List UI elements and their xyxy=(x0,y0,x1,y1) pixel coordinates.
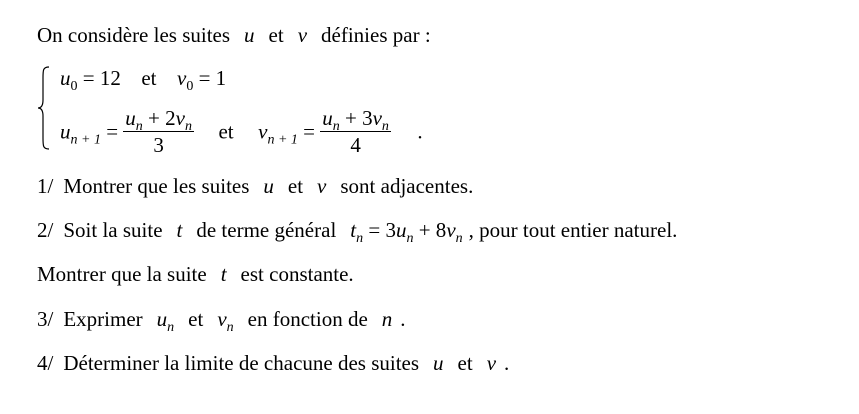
q4-text-1: Déterminer la limite de chacune des suites xyxy=(63,351,420,375)
q4-number: 4/ xyxy=(37,351,54,375)
q1-text-1: Montrer que les suites xyxy=(63,174,250,198)
vn1-symbol: v xyxy=(258,119,268,144)
q2b-text-1: Montrer que la suite xyxy=(37,262,207,286)
intro-text-1: On considère les suites xyxy=(37,23,231,47)
q4-period: . xyxy=(504,351,510,375)
left-brace-icon xyxy=(37,66,51,150)
q3-text-1: Exprimer xyxy=(63,307,143,331)
q3-et: et xyxy=(188,307,204,331)
q3-number: 3/ xyxy=(37,307,54,331)
v0-value: = 1 xyxy=(198,66,227,90)
q1-text-2: sont adjacentes. xyxy=(340,174,474,198)
q3-n: n xyxy=(381,307,393,331)
v-fraction-denominator: 4 xyxy=(350,133,361,157)
q2-t: t xyxy=(176,218,183,242)
q3-text-2: en fonction de xyxy=(247,307,368,331)
question-1 xyxy=(37,173,473,199)
q3-period: . xyxy=(400,307,406,331)
q1-et: et xyxy=(287,174,304,198)
recurrence-system xyxy=(37,62,517,157)
u0-value: = 12 xyxy=(82,66,121,90)
v0-symbol: v xyxy=(177,66,187,90)
u-recurrence-fraction xyxy=(123,106,194,157)
q3-un: $u_n$ xyxy=(156,307,175,335)
recurrence-row xyxy=(60,108,423,159)
question-2 xyxy=(37,217,678,246)
row1-et: et xyxy=(141,66,157,90)
q4-et: et xyxy=(457,351,473,375)
vn1-equals: = xyxy=(303,119,315,144)
un1-symbol: u xyxy=(60,119,71,144)
u-fraction-numerator: $u_n + 2v_n$ xyxy=(125,106,192,134)
row2-et: et xyxy=(218,119,234,144)
q1-v: v xyxy=(317,174,327,198)
v0-subscript: 0 xyxy=(186,79,194,94)
u0-subscript: 0 xyxy=(70,79,78,94)
un1-subscript: n + 1 xyxy=(70,132,101,148)
q1-number: 1/ xyxy=(37,174,54,198)
q2b-text-2: est constante. xyxy=(240,262,354,286)
u-fraction-denominator: 3 xyxy=(153,133,164,157)
u0-symbol: u xyxy=(60,66,71,90)
v-fraction-numerator: $u_n + 3v_n$ xyxy=(322,106,389,134)
initial-values-row xyxy=(60,66,227,94)
q3-vn: $v_n$ xyxy=(217,307,234,335)
q2b-t: t xyxy=(220,262,227,286)
q2-text-1: Soit la suite xyxy=(63,218,163,242)
q2-text-2: de terme général xyxy=(196,218,337,242)
intro-v: v xyxy=(297,23,308,47)
intro-u: u xyxy=(244,23,255,47)
question-4 xyxy=(37,350,509,376)
un1-equals: = xyxy=(106,119,119,144)
q4-v: v xyxy=(486,351,497,375)
q1-u: u xyxy=(263,174,274,198)
q2-formula: $t_n = 3u_n + 8v_n$ xyxy=(350,218,463,246)
question-2-continuation xyxy=(37,261,354,287)
question-3 xyxy=(37,306,406,335)
q2-number: 2/ xyxy=(37,218,54,242)
intro-et: et xyxy=(268,23,284,47)
v-recurrence-fraction xyxy=(320,106,391,157)
q2-text-3: , pour tout entier naturel. xyxy=(468,218,678,242)
vn1-subscript: n + 1 xyxy=(267,132,298,148)
q4-u: u xyxy=(433,351,444,375)
system-period: . xyxy=(417,119,423,144)
intro-text-2: définies par : xyxy=(321,23,431,47)
intro-line xyxy=(37,22,431,48)
